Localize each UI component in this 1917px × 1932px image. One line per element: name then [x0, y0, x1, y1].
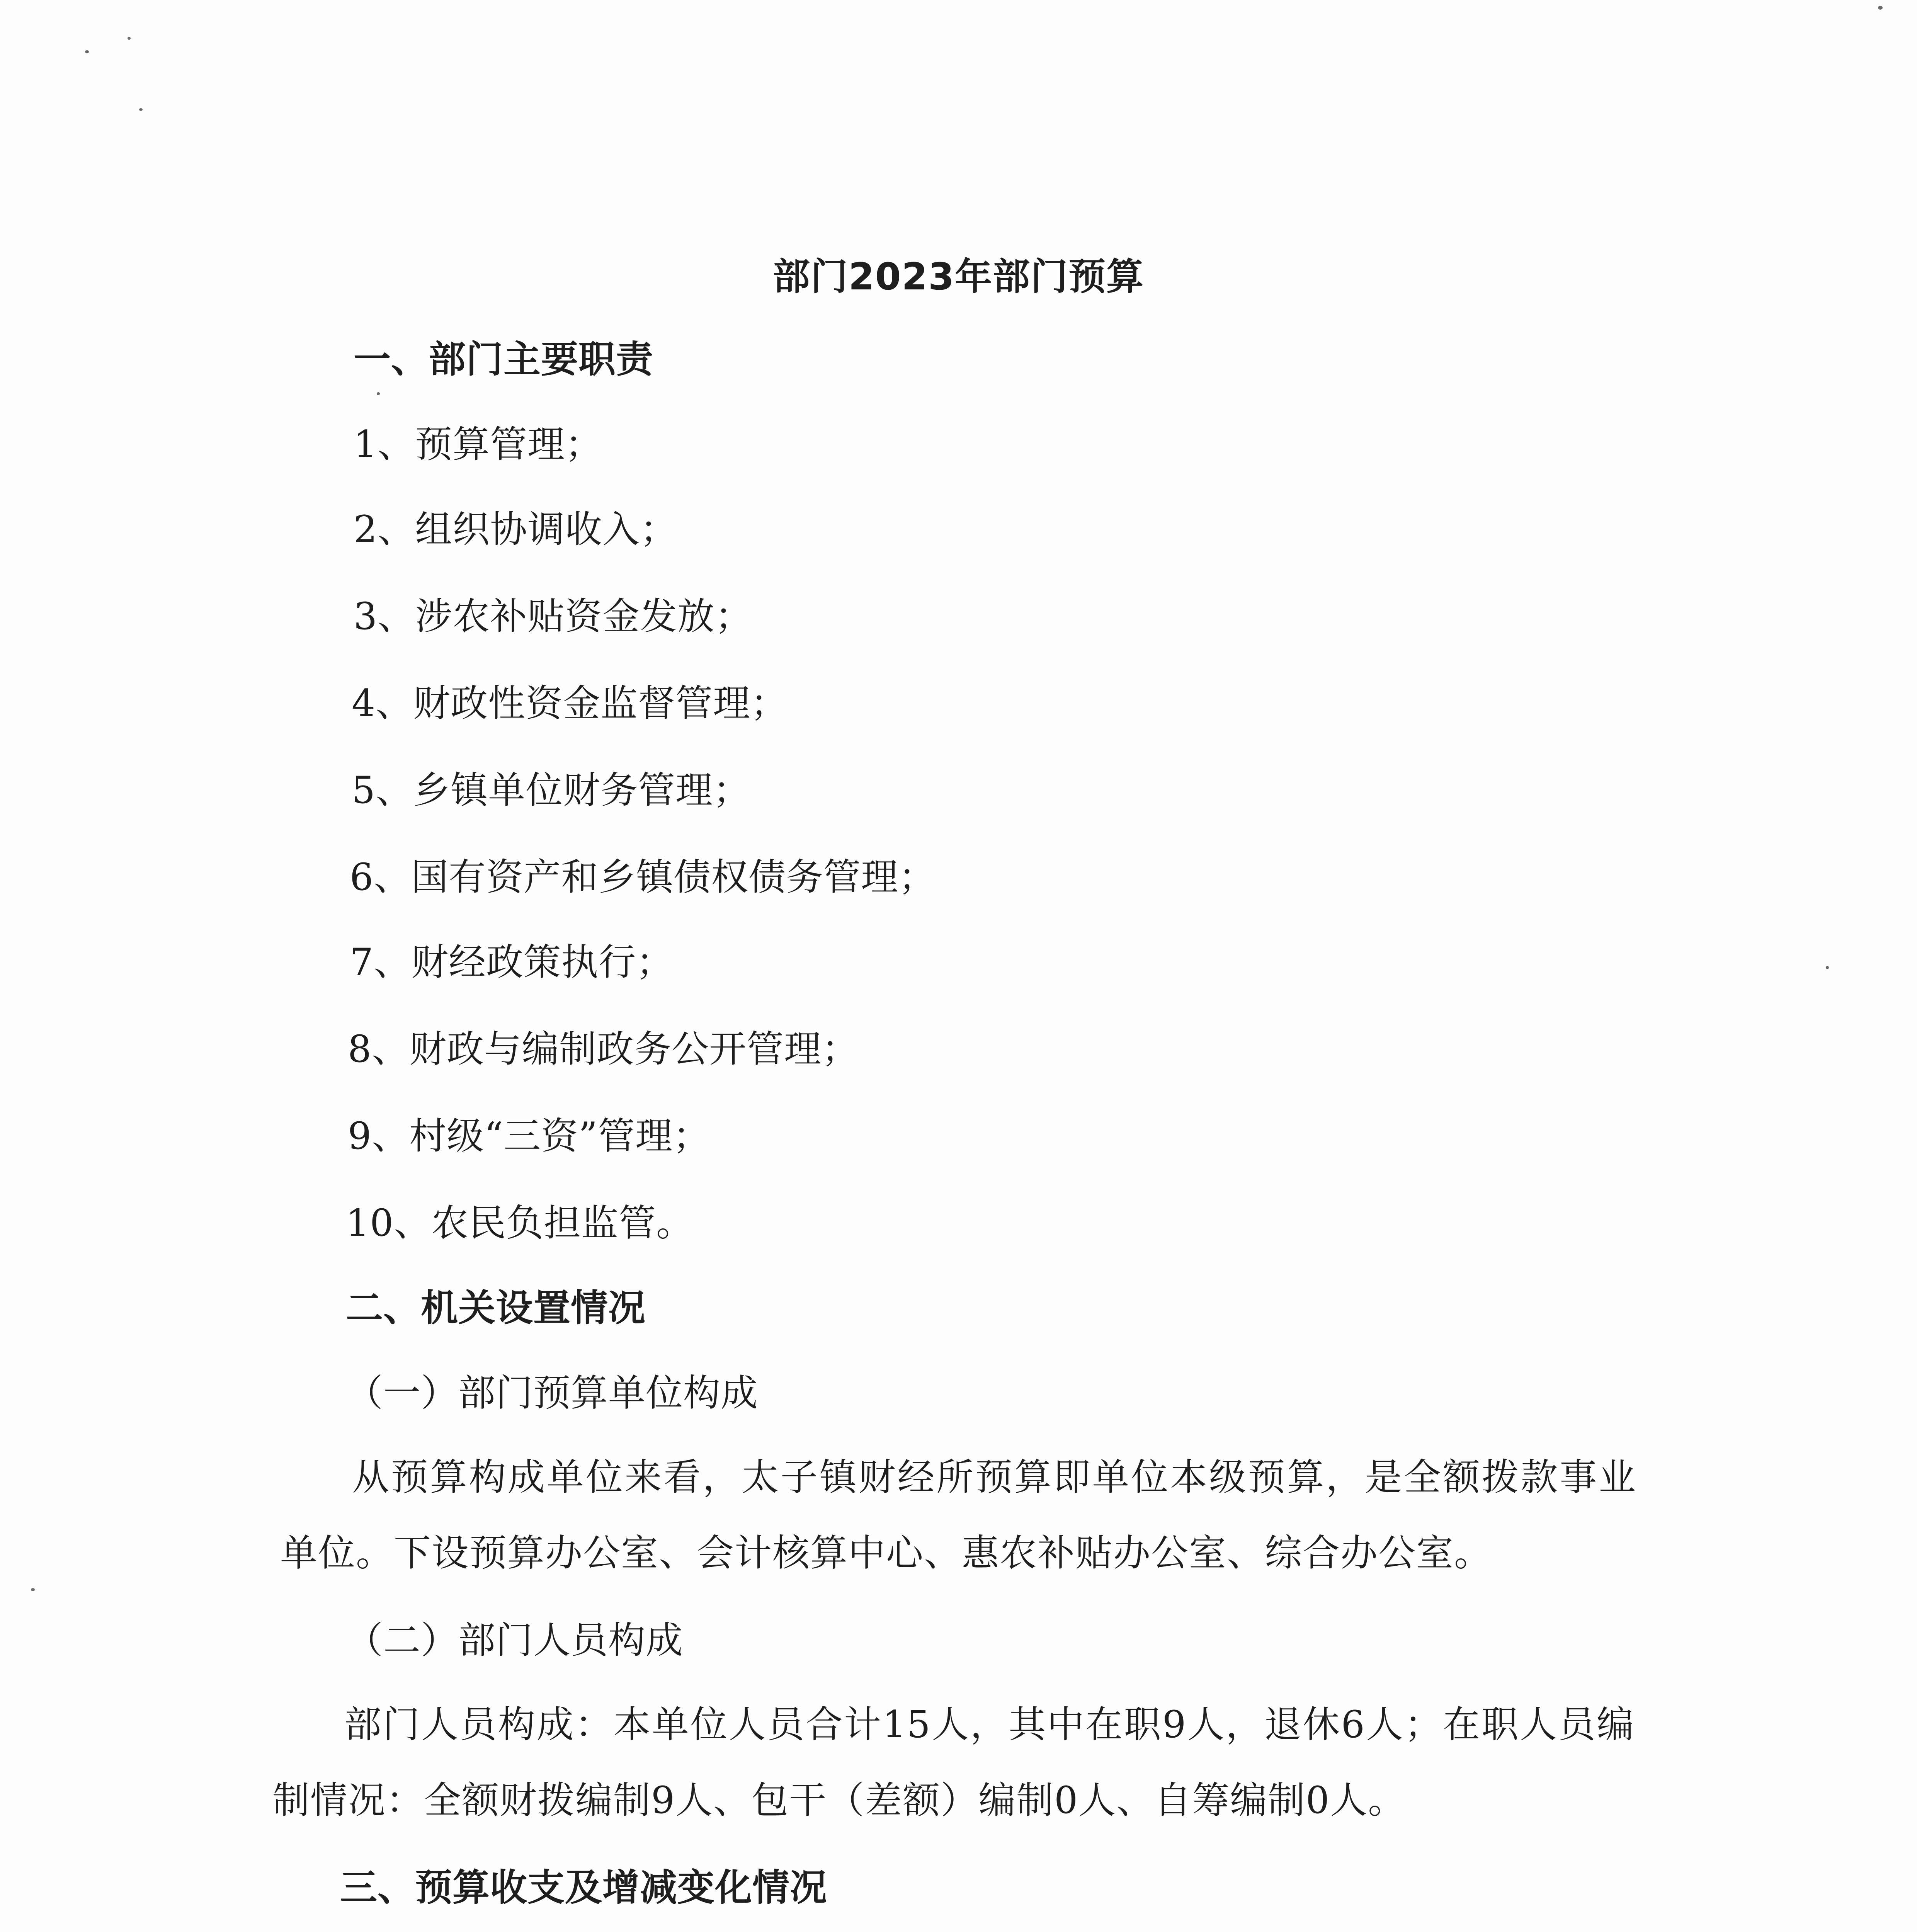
section-heading: 一、部门主要职责 — [354, 338, 653, 381]
scan-speck — [128, 37, 131, 40]
subsection-heading: （一）部门预算单位构成 — [346, 1371, 758, 1415]
scan-speck — [377, 392, 380, 395]
section-heading: 三、预算收支及增减变化情况 — [340, 1866, 827, 1909]
scan-speck — [1826, 966, 1829, 969]
list-item: 10、农民负担监管。 — [346, 1201, 694, 1245]
paragraph: 部门人员构成：本单位人员合计15人，其中在职9人，退休6人；在职人员编制情况：全额财拨编制9人、包干（差额）编制0人、自筹编制0人。 — [272, 1703, 1635, 1822]
subsection-heading: （二）部门人员构成 — [346, 1619, 683, 1662]
scan-speck — [1878, 6, 1883, 10]
document-title: 部门2023年部门预算 — [772, 255, 1145, 298]
section-heading: 二、机关设置情况 — [346, 1286, 646, 1330]
scan-speck — [139, 108, 143, 111]
list-item: 9、村级“三资”管理； — [348, 1114, 711, 1158]
list-item: 6、国有资产和乡镇债权债务管理； — [350, 855, 936, 899]
list-item: 5、乡镇单位财务管理； — [352, 769, 751, 812]
scan-speck — [31, 1588, 35, 1591]
list-item: 2、组织协调收入； — [354, 508, 678, 551]
scan-speck — [85, 50, 89, 53]
list-item: 7、财经政策执行； — [350, 940, 674, 984]
list-item: 4、财政性资金监督管理； — [352, 682, 788, 725]
list-item: 8、财政与编制政务公开管理； — [348, 1027, 859, 1071]
list-item: 1、预算管理； — [354, 423, 603, 466]
paragraph: 从预算构成单位来看，太子镇财经所预算即单位本级预算，是全额拨款事业单位。下设预算办公室、会计核算中心、惠农补贴办公室、综合办公室。 — [280, 1456, 1636, 1575]
list-item: 3、涉农补贴资金发放； — [354, 595, 753, 638]
